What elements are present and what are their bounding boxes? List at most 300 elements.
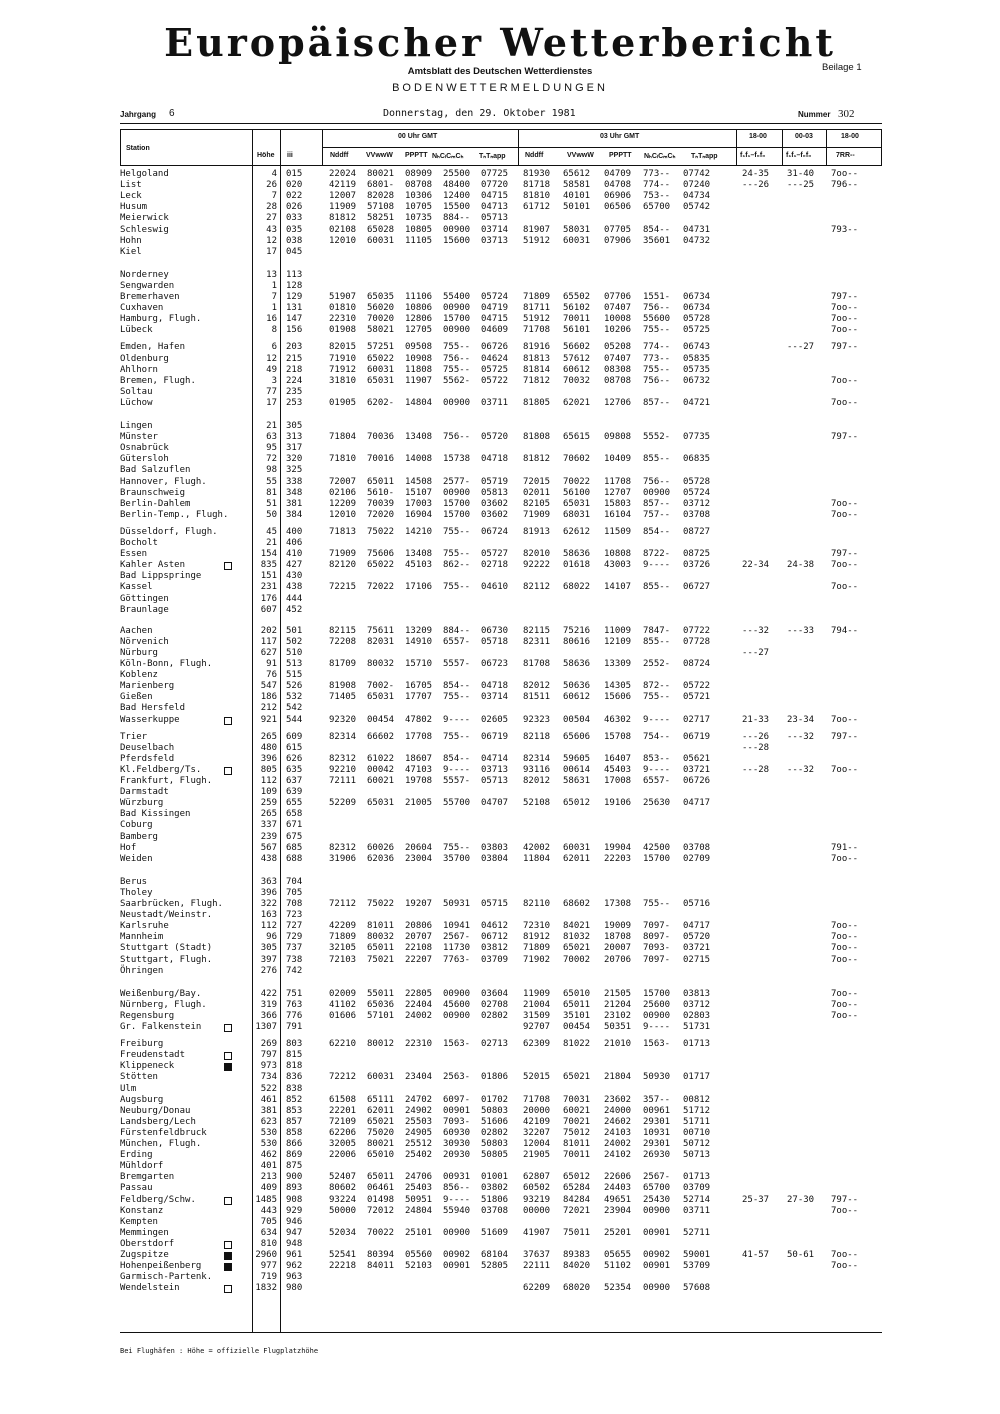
cell-hohe: 530 bbox=[260, 1127, 277, 1138]
cell-iii: 838 bbox=[286, 1083, 303, 1094]
cell-c03: 9---- bbox=[643, 714, 671, 725]
cell-w03: 62011 bbox=[563, 853, 591, 864]
table-row bbox=[120, 1172, 882, 1184]
cell-t00: 07720 bbox=[481, 180, 509, 191]
mountain-station-marker bbox=[224, 1052, 232, 1060]
cell-n00: 41102 bbox=[329, 999, 357, 1010]
cell-w03: 70021 bbox=[563, 1116, 591, 1127]
table-row bbox=[120, 715, 882, 727]
cell-n03: 20000 bbox=[523, 1105, 551, 1116]
table-row bbox=[120, 1217, 882, 1229]
cell-hohe: 43 bbox=[266, 224, 277, 235]
cell-hohe: 212 bbox=[260, 703, 277, 714]
cell-hohe: 91 bbox=[266, 659, 277, 669]
cell-n03: 81810 bbox=[523, 191, 551, 202]
cell-n00: 02108 bbox=[329, 224, 357, 235]
cell-n03: 02011 bbox=[523, 487, 551, 498]
cell-p00: 20806 bbox=[405, 921, 433, 932]
table-row bbox=[120, 1228, 882, 1240]
cell-c03: 855-- bbox=[643, 454, 671, 465]
cell-w00: 82028 bbox=[367, 191, 395, 202]
cell-c00: 6557- bbox=[443, 636, 471, 647]
cell-w00: 70022 bbox=[367, 1227, 395, 1238]
cell-t03: 02803 bbox=[683, 1010, 711, 1021]
cell-c00: 10941 bbox=[443, 921, 471, 932]
cell-c03: 00902 bbox=[643, 1250, 671, 1260]
cell-iii: 729 bbox=[286, 932, 303, 943]
cell-c03: 15700 bbox=[643, 853, 671, 864]
cell-c00: 884-- bbox=[443, 213, 471, 224]
cell-m3: 7oo-- bbox=[831, 999, 859, 1010]
table-row bbox=[120, 1128, 882, 1140]
cell-w03: 62021 bbox=[563, 397, 591, 408]
cell-iii: 384 bbox=[286, 509, 303, 520]
cell-c03: 755-- bbox=[643, 325, 671, 336]
cell-t00: 07725 bbox=[481, 169, 509, 179]
cell-m3: 7oo-- bbox=[831, 303, 859, 314]
station-name: Kassel bbox=[120, 582, 153, 593]
station-name: Weiden bbox=[120, 853, 153, 864]
cell-n00: 71405 bbox=[329, 692, 357, 703]
cell-n03: 82314 bbox=[523, 753, 551, 764]
cell-m1: ---26 bbox=[742, 731, 770, 742]
cell-iii: 893 bbox=[286, 1183, 303, 1194]
cell-t00: 03802 bbox=[481, 1183, 509, 1194]
table-row bbox=[120, 776, 882, 788]
cell-c00: 755-- bbox=[443, 364, 471, 375]
cell-n00: 72112 bbox=[329, 899, 357, 909]
table-row bbox=[120, 798, 882, 810]
cell-p00: 15710 bbox=[405, 659, 433, 669]
cell-p00: 25403 bbox=[405, 1183, 433, 1194]
station-name: Trier bbox=[120, 731, 148, 742]
table-row bbox=[120, 989, 882, 1001]
mountain-station-marker bbox=[224, 562, 232, 570]
cell-n00: 81908 bbox=[329, 681, 357, 692]
cell-c03: 857-- bbox=[643, 397, 671, 408]
cell-m3: 7oo-- bbox=[831, 509, 859, 520]
cell-w00: 75606 bbox=[367, 549, 395, 560]
cell-w03: 50636 bbox=[563, 681, 591, 692]
cell-m3: 797-- bbox=[831, 731, 859, 742]
cell-c00: 60930 bbox=[443, 1127, 471, 1138]
cell-n00: 72103 bbox=[329, 954, 357, 965]
cell-t00: 68104 bbox=[481, 1250, 509, 1260]
cell-hohe: 265 bbox=[260, 809, 277, 820]
station-name: Münster bbox=[120, 432, 158, 443]
table-row bbox=[120, 1011, 882, 1023]
cell-w00: 65022 bbox=[367, 560, 395, 571]
cell-c00: 755-- bbox=[443, 731, 471, 742]
cell-t00: 04718 bbox=[481, 681, 509, 692]
cell-iii: 305 bbox=[286, 421, 303, 431]
cell-c00: 00900 bbox=[443, 1227, 471, 1238]
station-name: Gr. Falkenstein bbox=[120, 1022, 202, 1032]
cell-iii: 637 bbox=[286, 776, 303, 786]
cell-w03: 68602 bbox=[563, 899, 591, 909]
cell-p00: 19207 bbox=[405, 899, 433, 909]
cell-hohe: 438 bbox=[260, 853, 277, 864]
cell-n00: 82115 bbox=[329, 625, 357, 636]
cell-n03: 62309 bbox=[523, 1039, 551, 1050]
table-row bbox=[120, 1061, 882, 1073]
cell-w03: 84021 bbox=[563, 921, 591, 932]
cell-c00: 25500 bbox=[443, 169, 471, 179]
cell-m3: 7oo-- bbox=[831, 1250, 859, 1260]
cell-c00: 755-- bbox=[443, 842, 471, 853]
cell-hohe: 977 bbox=[260, 1261, 277, 1272]
cell-iii: 671 bbox=[286, 820, 303, 831]
table-row bbox=[120, 1000, 882, 1012]
table-row bbox=[120, 1072, 882, 1084]
cell-m2: ---25 bbox=[787, 180, 815, 191]
cell-c03: 853-- bbox=[643, 753, 671, 764]
cell-c00: 00931 bbox=[443, 1172, 471, 1183]
station-name: Wasserkuppe bbox=[120, 714, 180, 725]
cell-w00: 60031 bbox=[367, 1072, 395, 1083]
cell-hohe: 77 bbox=[266, 386, 277, 397]
cell-c00: 756-- bbox=[443, 353, 471, 364]
cell-p03: 23102 bbox=[604, 1010, 632, 1021]
cell-w00: 75020 bbox=[367, 1127, 395, 1138]
station-name: Regensburg bbox=[120, 1010, 175, 1021]
cell-iii: 908 bbox=[286, 1194, 303, 1205]
cell-c03: 773-- bbox=[643, 353, 671, 364]
cell-n03: 71708 bbox=[523, 1094, 551, 1105]
cell-p03: 15606 bbox=[604, 692, 632, 703]
cell-hohe: 50 bbox=[266, 509, 277, 520]
cell-hohe: 921 bbox=[260, 714, 277, 725]
cell-c03: 755-- bbox=[643, 899, 671, 909]
table-row bbox=[120, 1206, 882, 1218]
cell-w00: 60026 bbox=[367, 842, 395, 853]
table-row bbox=[120, 1095, 882, 1107]
cell-p00: 13209 bbox=[405, 625, 433, 636]
cell-hohe: 397 bbox=[260, 954, 277, 965]
table-row bbox=[120, 213, 882, 225]
col-nddff-00: Nddff bbox=[330, 152, 349, 159]
table-row bbox=[120, 538, 882, 550]
station-name: Bad Kissingen bbox=[120, 809, 191, 820]
page-subtitle: Amtsblatt des Deutschen Wetterdienstes bbox=[407, 66, 593, 77]
station-name: Lüchow bbox=[120, 397, 153, 408]
cell-m3: 7oo-- bbox=[831, 853, 859, 864]
cell-c03: 855-- bbox=[643, 582, 671, 593]
cell-iii: 348 bbox=[286, 487, 303, 498]
cell-iii: 513 bbox=[286, 659, 303, 669]
cell-p00: 23004 bbox=[405, 853, 433, 864]
cell-c03: 756-- bbox=[643, 375, 671, 386]
cell-t03: 05742 bbox=[683, 202, 711, 213]
cell-c00: 6097- bbox=[443, 1094, 471, 1105]
table-row bbox=[120, 648, 882, 660]
cell-hohe: 45 bbox=[266, 526, 277, 537]
cell-w03: 68031 bbox=[563, 509, 591, 520]
cell-w03: 65612 bbox=[563, 169, 591, 179]
cell-p03: 14305 bbox=[604, 681, 632, 692]
cell-n03: 92222 bbox=[523, 560, 551, 571]
cell-w03: 84284 bbox=[563, 1194, 591, 1205]
cell-n03: 92323 bbox=[523, 714, 551, 725]
cell-w00: 70039 bbox=[367, 498, 395, 509]
cell-p03: 20706 bbox=[604, 954, 632, 965]
cell-t03: 03712 bbox=[683, 498, 711, 509]
cell-n03: 12004 bbox=[523, 1139, 551, 1149]
cell-t00: 04707 bbox=[481, 798, 509, 809]
table-row bbox=[120, 571, 882, 583]
header-divider-iii bbox=[280, 129, 281, 166]
table-row bbox=[120, 376, 882, 388]
cell-hohe: 163 bbox=[260, 910, 277, 921]
cell-t03: 05725 bbox=[683, 325, 711, 336]
cell-p00: 10805 bbox=[405, 224, 433, 235]
cell-hohe: 6 bbox=[271, 342, 277, 353]
cell-w03: 56102 bbox=[563, 303, 591, 314]
cell-iii: 727 bbox=[286, 921, 303, 932]
station-name: Norderney bbox=[120, 269, 169, 280]
table-row bbox=[120, 549, 882, 561]
table-row bbox=[120, 1183, 882, 1195]
cell-m1: ---28 bbox=[742, 742, 770, 753]
page-title: Europäischer Wetterbericht bbox=[164, 20, 836, 65]
cell-n03: 71809 bbox=[523, 943, 551, 954]
cell-n03: 81812 bbox=[523, 454, 551, 465]
cell-p00: 10908 bbox=[405, 353, 433, 364]
cell-n03: 62209 bbox=[523, 1283, 551, 1294]
cell-c00: 9---- bbox=[443, 1194, 471, 1205]
cell-t00: 05719 bbox=[481, 476, 509, 487]
cell-hohe: 305 bbox=[260, 943, 277, 954]
table-row bbox=[120, 1239, 882, 1251]
cell-w00: 72022 bbox=[367, 582, 395, 593]
cell-p03: 24103 bbox=[604, 1127, 632, 1138]
cell-w00: 80032 bbox=[367, 932, 395, 943]
cell-n00: 42119 bbox=[329, 180, 357, 191]
cell-p00: 11106 bbox=[405, 292, 433, 302]
station-name: Düsseldorf, Flugh. bbox=[120, 526, 218, 537]
station-name: Stuttgart (Stadt) bbox=[120, 943, 213, 954]
cell-n00: 22218 bbox=[329, 1261, 357, 1272]
cell-m1: ---32 bbox=[742, 625, 770, 636]
cell-m3: 7oo-- bbox=[831, 169, 859, 179]
cell-c03: 756-- bbox=[643, 476, 671, 487]
cell-w00: 65010 bbox=[367, 1150, 395, 1161]
cell-iii: 791 bbox=[286, 1022, 303, 1032]
cell-n03: 71902 bbox=[523, 954, 551, 965]
cell-c03: 755-- bbox=[643, 364, 671, 375]
cell-p03: 09808 bbox=[604, 432, 632, 443]
section-title: BODENWETTERMELDUNGEN bbox=[392, 82, 608, 94]
cell-w00: 65028 bbox=[367, 224, 395, 235]
table-row bbox=[120, 202, 882, 214]
cell-iii: 737 bbox=[286, 943, 303, 954]
cell-w00: 70036 bbox=[367, 432, 395, 443]
cell-hohe: 337 bbox=[260, 820, 277, 831]
station-name: Mühldorf bbox=[120, 1161, 164, 1172]
cell-w03: 70002 bbox=[563, 954, 591, 965]
cell-n00: 71912 bbox=[329, 364, 357, 375]
cell-t03: 04721 bbox=[683, 397, 711, 408]
cell-t03: 51731 bbox=[683, 1022, 711, 1032]
cell-iii: 655 bbox=[286, 798, 303, 809]
cell-w03: 56100 bbox=[563, 487, 591, 498]
station-name: Tholey bbox=[120, 887, 153, 898]
cell-t03: 00812 bbox=[683, 1094, 711, 1105]
cell-w03: 65010 bbox=[563, 988, 591, 999]
cell-c03: 00901 bbox=[643, 1261, 671, 1272]
cell-w03: 58636 bbox=[563, 659, 591, 669]
cell-hohe: 627 bbox=[260, 647, 277, 658]
cell-t00: 04713 bbox=[481, 202, 509, 213]
station-name: Meierwick bbox=[120, 213, 169, 224]
cell-t03: 04734 bbox=[683, 191, 711, 202]
mountain-station-marker bbox=[224, 767, 232, 775]
cell-t03: 51712 bbox=[683, 1105, 711, 1116]
cell-c00: 756-- bbox=[443, 432, 471, 443]
station-name: Bad Salzuflen bbox=[120, 465, 191, 476]
cell-t00: 03803 bbox=[481, 842, 509, 853]
table-row bbox=[120, 877, 882, 889]
cell-iii: 929 bbox=[286, 1205, 303, 1216]
cell-n03: 71708 bbox=[523, 325, 551, 336]
cell-c03: 00900 bbox=[643, 1205, 671, 1216]
cell-n00: 82312 bbox=[329, 842, 357, 853]
cell-t03: 52714 bbox=[683, 1194, 711, 1205]
cell-iii: 742 bbox=[286, 965, 303, 976]
cell-c03: 9---- bbox=[643, 764, 671, 775]
cell-n00: 52541 bbox=[329, 1250, 357, 1260]
cell-c00: 854-- bbox=[443, 753, 471, 764]
station-name: Mannheim bbox=[120, 932, 164, 943]
station-name: Gütersloh bbox=[120, 454, 169, 465]
station-name: Bad Hersfeld bbox=[120, 703, 186, 714]
issue-info-line bbox=[120, 108, 880, 122]
cell-n03: 82118 bbox=[523, 731, 551, 742]
cell-t03: 03708 bbox=[683, 842, 711, 853]
cell-t03: 06732 bbox=[683, 375, 711, 386]
cell-t00: 05718 bbox=[481, 636, 509, 647]
cell-t03: 03721 bbox=[683, 764, 711, 775]
cell-p00: 13408 bbox=[405, 549, 433, 560]
cell-c03: 9---- bbox=[643, 1022, 671, 1032]
footnote: Bei Flughäfen : Höhe = offizielle Flugplatzhöhe bbox=[120, 1347, 319, 1355]
cell-c00: 7763- bbox=[443, 954, 471, 965]
cell-p03: 10808 bbox=[604, 549, 632, 560]
cell-iii: 203 bbox=[286, 342, 303, 353]
cell-n03: 61712 bbox=[523, 202, 551, 213]
cell-w03: 00504 bbox=[563, 714, 591, 725]
col-nddff-03: Nddff bbox=[525, 152, 544, 159]
station-name: Coburg bbox=[120, 820, 153, 831]
cell-w03: 65012 bbox=[563, 798, 591, 809]
cell-hohe: 734 bbox=[260, 1072, 277, 1083]
cell-w00: 84011 bbox=[367, 1261, 395, 1272]
cell-hohe: 462 bbox=[260, 1150, 277, 1161]
cell-t03: 07735 bbox=[683, 432, 711, 443]
cell-m3: 793-- bbox=[831, 224, 859, 235]
cell-n00: 32105 bbox=[329, 943, 357, 954]
cell-n03: 81907 bbox=[523, 224, 551, 235]
station-name: Bremen, Flugh. bbox=[120, 375, 196, 386]
cell-hohe: 112 bbox=[260, 921, 277, 932]
station-name: Landsberg/Lech bbox=[120, 1116, 196, 1127]
cell-t03: 07722 bbox=[683, 625, 711, 636]
cell-w00: 65021 bbox=[367, 1116, 395, 1127]
station-name: Pferdsfeld bbox=[120, 753, 175, 764]
cell-n03: 81912 bbox=[523, 932, 551, 943]
cell-t00: 05713 bbox=[481, 213, 509, 224]
header-divider-hohe bbox=[252, 129, 253, 166]
cell-iii: 688 bbox=[286, 853, 303, 864]
cell-t03: 05724 bbox=[683, 487, 711, 498]
cell-iii: 253 bbox=[286, 397, 303, 408]
table-row bbox=[120, 225, 882, 237]
table-row bbox=[120, 765, 882, 777]
cell-n00: 01606 bbox=[329, 1010, 357, 1021]
station-name: Erding bbox=[120, 1150, 153, 1161]
header-left-rule bbox=[120, 129, 121, 166]
station-name: Neustadt/Weinstr. bbox=[120, 910, 213, 921]
cell-p03: 50351 bbox=[604, 1022, 632, 1032]
cell-hohe: 363 bbox=[260, 876, 277, 887]
cell-iii: 858 bbox=[286, 1127, 303, 1138]
cell-p00: 24002 bbox=[405, 1010, 433, 1021]
cell-c00: 12400 bbox=[443, 191, 471, 202]
cell-p03: 07407 bbox=[604, 353, 632, 364]
cell-c00: 9---- bbox=[443, 714, 471, 725]
cell-n00: 22310 bbox=[329, 314, 357, 325]
table-row bbox=[120, 560, 882, 572]
cell-n00: 71909 bbox=[329, 549, 357, 560]
station-name: Stötten bbox=[120, 1072, 158, 1083]
cell-n00: 12010 bbox=[329, 235, 357, 246]
cell-n00: 12209 bbox=[329, 498, 357, 509]
station-name: Koblenz bbox=[120, 670, 158, 681]
cell-p03: 24403 bbox=[604, 1183, 632, 1194]
cell-p00: 14508 bbox=[405, 476, 433, 487]
header-mid-rule-00 bbox=[322, 147, 518, 148]
table-row bbox=[120, 955, 882, 967]
cell-p00: 23404 bbox=[405, 1072, 433, 1083]
table-row bbox=[120, 387, 882, 399]
cell-t00: 06712 bbox=[481, 932, 509, 943]
cell-iii: 815 bbox=[286, 1050, 303, 1061]
cell-w03: 70022 bbox=[563, 476, 591, 487]
col-pppp-03: PPPTT bbox=[609, 152, 632, 159]
cell-iii: 317 bbox=[286, 443, 303, 454]
cell-t00: 04718 bbox=[481, 454, 509, 465]
cell-iii: 430 bbox=[286, 571, 303, 582]
cell-p03: 07906 bbox=[604, 235, 632, 246]
cell-p03: 05655 bbox=[604, 1250, 632, 1260]
cell-w03: 68022 bbox=[563, 582, 591, 593]
cell-hohe: 12 bbox=[266, 235, 277, 246]
cell-t00: 51806 bbox=[481, 1194, 509, 1205]
cell-iii: 038 bbox=[286, 235, 303, 246]
station-name: Bad Lippspringe bbox=[120, 571, 202, 582]
cell-t00: 03804 bbox=[481, 853, 509, 864]
col-group-00: 00 Uhr GMT bbox=[398, 133, 438, 140]
cell-n00: 52034 bbox=[329, 1227, 357, 1238]
cell-p03: 07705 bbox=[604, 224, 632, 235]
cell-w03: 00614 bbox=[563, 764, 591, 775]
cell-t03: 05621 bbox=[683, 753, 711, 764]
station-name: Aachen bbox=[120, 625, 153, 636]
cell-hohe: 1 bbox=[271, 303, 277, 314]
cell-p00: 25101 bbox=[405, 1227, 433, 1238]
cell-iii: 406 bbox=[286, 538, 303, 548]
cell-m3: 797-- bbox=[831, 292, 859, 302]
